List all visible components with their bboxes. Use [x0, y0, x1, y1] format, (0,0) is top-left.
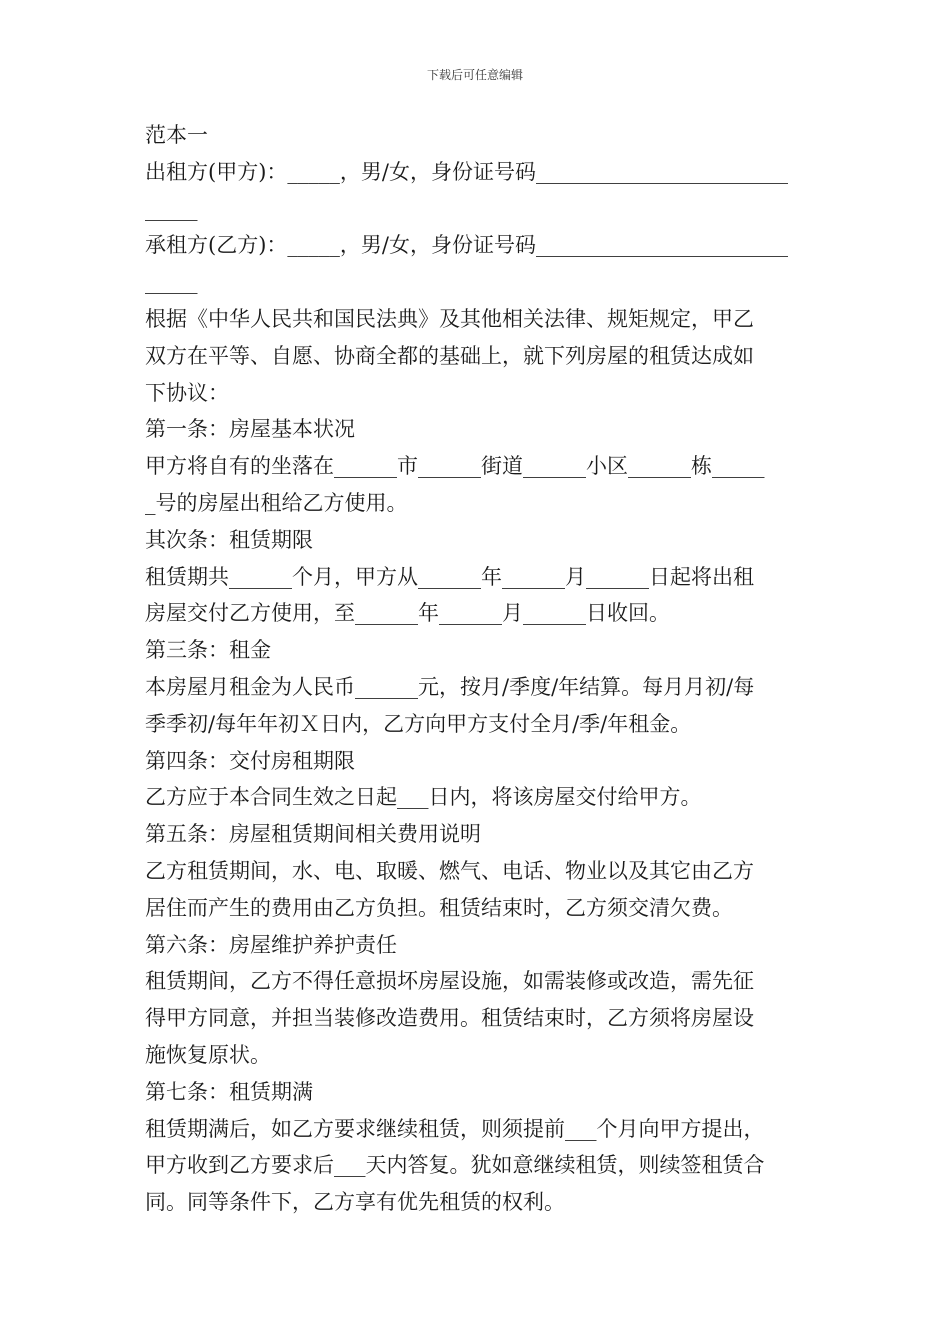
article-text: 乙方应于本合同生效之日起___日内，将该房屋交付给甲方。: [145, 785, 702, 810]
article-heading: 第五条：房屋租赁期间相关费用说明: [145, 822, 481, 847]
article-text: 乙方租赁期间，水、电、取暖、燃气、电话、物业以及其它由乙方: [145, 858, 754, 883]
article-text: 甲方将自有的坐落在______市______街道______小区______栋_____: [145, 454, 765, 479]
preamble-line: 双方在平等、自愿、协商全都的基础上，就下列房屋的租赁达成如: [145, 343, 754, 368]
article-text: 租赁期间，乙方不得任意损坏房屋设施，如需装修或改造，需先征: [145, 969, 754, 994]
page-header: 下载后可任意编辑: [426, 68, 523, 82]
article-text: 租赁期满后，如乙方要求继续租赁，则须提前___个月向甲方提出，: [145, 1116, 765, 1141]
article-text: 本房屋月租金为人民币______元，按月/季度/年结算。每月月初/每: [145, 674, 755, 699]
article-heading: 第四条：交付房租期限: [145, 748, 355, 773]
lessor-line-cont: _____: [145, 196, 198, 221]
document-body: [145, 117, 809, 1221]
article-text: 居住而产生的费用由乙方负担。租赁结束时，乙方须交清欠费。: [145, 895, 733, 920]
preamble-line: 根据《中华人民共和国民法典》及其他相关法律、规矩规定，甲乙: [145, 306, 754, 331]
lessor-line: 出租方(甲方)：_____，男/女，身份证号码________________________: [145, 159, 788, 184]
article-text: 同。同等条件下，乙方享有优先租赁的权利。: [145, 1190, 565, 1215]
article-text: 房屋交付乙方使用，至______年______月______日收回。: [145, 601, 670, 626]
lessee-line: 承租方(乙方)：_____，男/女，身份证号码________________________: [145, 233, 788, 258]
article-text: 季季初/每年年初Ｘ日内，乙方向甲方支付全月/季/年租金。: [145, 711, 692, 736]
lessee-line-cont: _____: [145, 270, 198, 295]
article-text: 施恢复原状。: [145, 1042, 271, 1067]
article-heading: 第七条：租赁期满: [145, 1079, 313, 1104]
article-text: 甲方收到乙方要求后___天内答复。犹如意继续租赁，则续签租赁合: [145, 1153, 765, 1178]
doc-title: 范本一: [145, 123, 208, 147]
article-text: 租赁期共______个月，甲方从______年______月______日起将出租: [145, 564, 754, 589]
article-text: _号的房屋出租给乙方使用。: [145, 490, 408, 515]
preamble-line: 下协议：: [145, 380, 229, 405]
article-heading: 第三条：租金: [145, 638, 271, 663]
article-heading: 其次条：租赁期限: [145, 527, 313, 552]
article-heading: 第六条：房屋维护养护责任: [145, 932, 397, 957]
article-text: 得甲方同意，并担当装修改造费用。租赁结束时，乙方须将房屋设: [145, 1006, 754, 1031]
article-heading: 第一条：房屋基本状况: [145, 417, 355, 442]
